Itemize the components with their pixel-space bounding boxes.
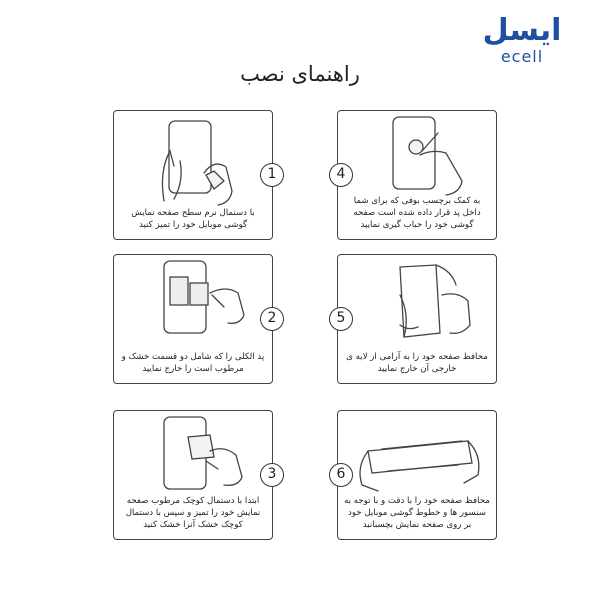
- step-card-2: [113, 254, 273, 384]
- step-card-1: [113, 110, 273, 240]
- step-number-2: 2: [260, 307, 284, 331]
- brand-name-en: ecell: [500, 47, 544, 66]
- step-text-2: پد الکلی را که شامل دو قسمت خشک و مرطوب است را خارج نمایید: [121, 352, 265, 374]
- step-card-5: [337, 254, 497, 384]
- step-card-3: [113, 410, 273, 540]
- step-card-6: [337, 410, 497, 540]
- brand-logo: [476, 14, 568, 66]
- step-text-3: ابتدا با دستمال کوچک مرطوب صفحه نمایش خود را تمیز و سپس با دستمال کوچک خشک آنرا خشک کنید: [125, 496, 261, 530]
- page-title: راهنمای نصب: [240, 62, 360, 86]
- step-number-6: 6: [329, 463, 353, 487]
- step-text-6: محافظ صفحه خود را با دقت و با توجه به سنسور ها و خطوط گوشی موبایل خود بر روی صفحه نمایش بچسبانید: [344, 496, 490, 530]
- step-text-5: محافظ صفحه خود را به آرامی از لایه ی خارجی آن خارج نمایید: [346, 352, 488, 374]
- brand-name-fa: ایسل: [482, 13, 562, 48]
- step-text-4: به کمک برچسب بوفی که برای شما داخل پد قرار داده شده است صفحه گوشی خود را حباب گیری نمایید: [353, 196, 481, 230]
- step-card-4: [337, 110, 497, 240]
- step-number-5: 5: [329, 307, 353, 331]
- step-number-1: 1: [260, 163, 284, 187]
- step-number-3: 3: [260, 463, 284, 487]
- step-number-4: 4: [329, 163, 353, 187]
- step-text-1: با دستمال نرم سطح صفحه نمایش گوشی موبایل خود را تمیز کنید: [131, 208, 255, 230]
